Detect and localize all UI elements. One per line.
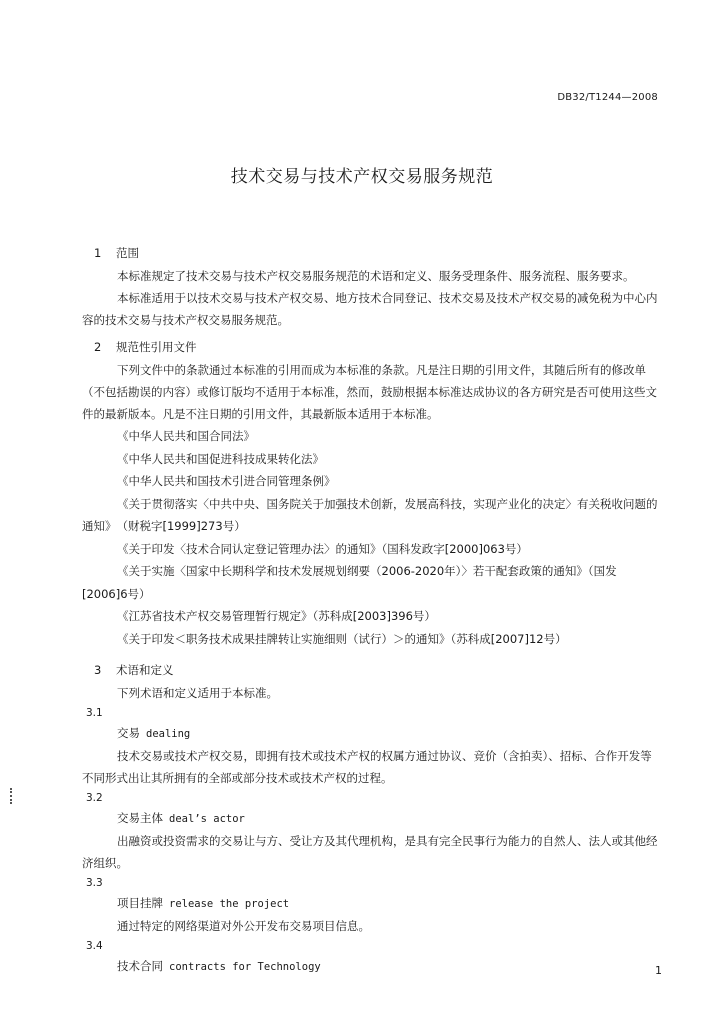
term-en: contracts for Technology	[169, 961, 321, 973]
term-cn: 项目挂牌	[117, 896, 163, 910]
section-1-number: 1	[94, 246, 102, 260]
reference-item: 《中华人民共和国合同法》	[117, 429, 255, 443]
reference-item: 《中华人民共和国技术引进合同管理条例》	[117, 474, 336, 488]
term-title	[94, 807, 662, 830]
reference-item: 《关于贯彻落实〈中共中央、国务院关于加强技术创新，发展高科技，实现产业化的决定〉有关税收问题的通知》 （财税字[1999]273号）	[82, 496, 658, 533]
term-number: 3.4	[86, 940, 103, 952]
binding-margin-mark	[10, 788, 14, 804]
document-title: 技术交易与技术产权交易服务规范	[230, 167, 494, 187]
document-body	[82, 241, 662, 978]
term-number: 3.3	[86, 877, 103, 889]
term-en: deal’s actor	[169, 813, 245, 825]
section-1-paragraph: 本标准适用于以技术交易与技术产权交易、地方技术合同登记、技术交易及技术产权交易的减免税为中心内容的技术交易与技术产权交易服务规范。	[82, 291, 658, 327]
standard-code: DB32/T1244—2008	[557, 92, 658, 103]
term-cn: 交易主体	[117, 811, 163, 825]
reference-item: 《关于印发＜职务技术成果挂牌转让实施细则（试行）＞的通知》（苏科成[2007]12号）	[117, 631, 567, 646]
term-cn: 技术合同	[117, 959, 163, 973]
section-1-heading	[94, 241, 662, 265]
term-en: dealing	[146, 728, 191, 740]
reference-item: 《中华人民共和国促进科技成果转化法》	[117, 451, 324, 466]
section-3-title: 术语和定义	[116, 663, 174, 677]
term-title	[94, 892, 662, 915]
section-2-intro: 下列文件中的条款通过本标准的引用而成为本标准的条款。凡是注日期的引用文件，其随后所有的修改单（不包括勘误的内容）或修订版均不适用于本标准，然而，鼓励根据本标准达成协议的各方研究是否可使用这些文件的最新版本。凡是不注日期的引用文件，其最新版本适用于本标准。	[82, 363, 657, 421]
section-1-title: 范围	[116, 246, 139, 260]
section-2-number: 2	[94, 340, 102, 354]
page-number: 1	[655, 964, 662, 977]
section-3-intro: 下列术语和定义适用于本标准。	[117, 686, 278, 700]
section-2-title: 规范性引用文件	[116, 340, 197, 354]
section-1-paragraph: 本标准规定了技术交易与技术产权交易服务规范的术语和定义、服务受理条件、服务流程、服务要求。	[117, 269, 635, 283]
reference-item: 《江苏省技术产权交易管理暂行规定》（苏科成[2003]396号）	[117, 609, 436, 623]
reference-item: 《关于印发〈技术合同认定登记管理办法〉的通知》（国科发政字[2000]063号）	[117, 541, 528, 556]
term-en: release the project	[169, 898, 290, 910]
section-2-heading	[94, 335, 662, 359]
term-cn: 交易	[117, 726, 140, 740]
section-3-number: 3	[94, 663, 102, 677]
term-definition: 技术交易或技术产权交易，即拥有技术或技术产权的权属方通过协议、竞价（含拍卖）、招标、合作开发等不同形式出让其所拥有的全部或部分技术或技术产权的过程。	[82, 749, 652, 785]
term-definition: 出融资或投资需求的交易让与方、受让方及其代理机构，是具有完全民事行为能力的自然人、法人或其他经济组织。	[82, 834, 658, 870]
term-definition: 通过特定的网络渠道对外公开发布交易项目信息。	[117, 919, 370, 933]
reference-item: 《关于实施〈国家中长期科学和技术发展规划纲要（2006-2020年）〉若干配套政策的通知》（国发[2006]6号）	[82, 564, 617, 601]
term-number: 3.1	[86, 707, 103, 719]
section-3-heading	[94, 658, 662, 682]
term-title	[94, 722, 662, 745]
term-title	[94, 955, 662, 978]
term-number: 3.2	[86, 792, 103, 804]
